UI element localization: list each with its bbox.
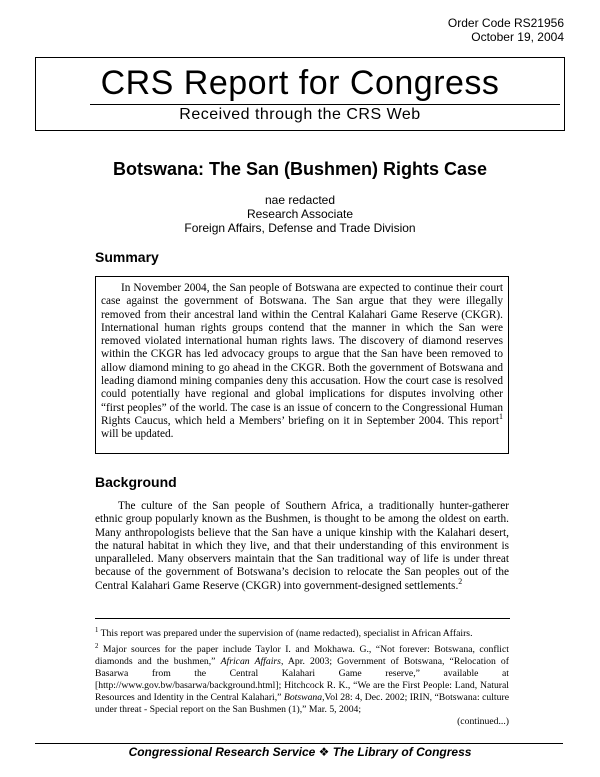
footnote-2-journal-2: Botswana xyxy=(283,692,323,703)
order-code: Order Code RS21956 xyxy=(447,16,564,30)
document-title: Botswana: The San (Bushmen) Rights Case xyxy=(112,159,488,179)
footnote-2-journal-1: African Affairs xyxy=(220,656,281,667)
summary-text: In November 2004, the San people of Botswana are expected to continue their court case against the government of Botswana. The San argue that they were illegally removed from their ancestral land within the Central Kalahari Game Reserve (CKGR). International human rights groups contend that the manner in which the San were removed violated international human rights laws. The discovery of diamond reserves within the CKGR has led advocacy groups to argue that the San have been removed to allow diamond mining to go ahead in the CKGR. Both the government of Botswana and leading diamond mining companies deny this accusation. How the court case is resolved could potentially have regional and global implications for disputes involving other “first peoples” of the world. The case is an issue of concern to the Congressional Human Rights Caucus, which held a Members’ briefing on it in September 2004. This report xyxy=(101,282,503,427)
footnote-2 xyxy=(95,644,509,728)
summary-paragraph xyxy=(101,282,503,442)
author-name: nae redacted xyxy=(264,193,336,207)
summary-box xyxy=(95,276,509,454)
footnote-ref-2[interactable]: 2 xyxy=(458,577,463,587)
footnote-2-text-b: , Apr. 2003; Government of Botswana, “Relocation of Basarwa from the Central Kalahari Game reserve,” available at [http://www.gov.bw/basarwa/background.html]; Hitchcock R. K., “We are the First People: Land, Natural Resources and Identity in the Central Kalahari,” xyxy=(95,656,509,703)
footnote-1-text: This report was prepared under the supervision of (name redacted), specialist in African Affairs. xyxy=(98,628,473,639)
report-date: October 19, 2004 xyxy=(471,30,564,44)
footnote-2-text-a: Major sources for the paper include Taylor I. and Mokhawa. G., “Not forever: Botswana, conflict diamonds and the bushmen,” xyxy=(95,644,509,667)
author-division: Foreign Affairs, Defense and Trade Division xyxy=(184,221,416,235)
footnote-2-number: 2 xyxy=(95,642,99,650)
footnote-ref-1[interactable]: 1 xyxy=(499,412,503,422)
footnote-1 xyxy=(95,628,509,640)
crs-banner xyxy=(35,57,565,131)
footer-divider xyxy=(35,743,563,744)
banner-title: CRS Report for Congress xyxy=(100,64,500,102)
page-footer: Congressional Research Service ❖ The Library of Congress xyxy=(128,745,472,759)
background-paragraph xyxy=(95,500,509,593)
summary-heading: Summary xyxy=(95,249,159,265)
background-heading: Background xyxy=(95,474,177,490)
author-role: Research Associate xyxy=(246,207,354,221)
summary-text-end: will be updated. xyxy=(101,428,174,441)
footnote-2-continued: (continued...) xyxy=(457,716,509,727)
footnote-1-number: 1 xyxy=(95,626,99,634)
banner-subtitle: Received through the CRS Web xyxy=(179,106,421,123)
background-text: The culture of the San people of Southern Africa, a traditionally hunter-gatherer ethnic group popularly known as the Bushmen, is thought to be among the oldest on earth. Many anthropologists believe that the San have a unique kinship with the Kalahari desert, the natural habitat in which they live, and that their understanding of this environment is unparalleled. Many observers maintain that the San traditional way of life is under threat because of the government of Botswana’s decision to relocate the San peoples out of the Central Kalahari Game Reserve (CKGR) into government-designed settlements. xyxy=(95,500,509,592)
footnote-divider xyxy=(95,618,510,619)
order-code-block xyxy=(448,16,564,44)
footnote-2-text-c: ,Vol 28: 4, Dec. 2002; IRIN, “Botswana: culture under threat - Special report on the San Bushmen (1),” Mar. 5, 2004; xyxy=(95,692,509,715)
